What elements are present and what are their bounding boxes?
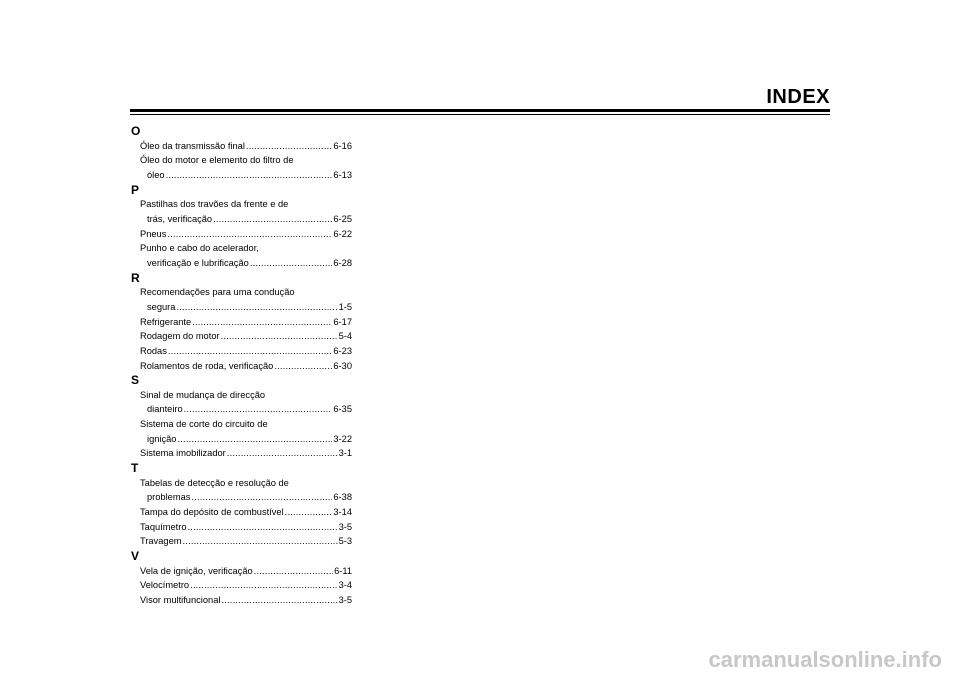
entry-text: Velocímetro [140, 580, 190, 591]
entry-text: Taquímetro [140, 521, 187, 532]
index-entry [131, 446, 352, 461]
entry-text: Sistema de corte do circuito de [140, 419, 268, 430]
index-section [131, 183, 352, 271]
entry-line [140, 388, 352, 403]
page-ref: 3-22 [333, 433, 352, 444]
entry-text: Rolamentos de roda, verificação [140, 360, 274, 371]
entry-text: ignição [147, 433, 177, 444]
leader-dots [190, 578, 337, 593]
leader-dots [221, 593, 337, 608]
index-column [131, 124, 352, 608]
entry-text: Refrigerante [140, 316, 192, 327]
index-entry [131, 139, 352, 154]
index-entry [131, 227, 352, 242]
leader-dots [168, 344, 333, 359]
entry-text: problemas [147, 492, 191, 503]
entry-text: Óleo da transmissão final [140, 140, 245, 151]
entry-text: Pneus [140, 228, 167, 239]
index-entry [131, 315, 352, 330]
leader-dots [227, 446, 338, 461]
entry-line [140, 168, 352, 183]
page-ref: 3-14 [333, 507, 352, 518]
entry-line [140, 505, 352, 520]
entry-text: dianteiro [147, 404, 183, 415]
entry-text: Punho e cabo do acelerador, [140, 243, 259, 254]
index-section [131, 549, 352, 608]
index-entry [131, 534, 352, 549]
page-ref: 3-5 [338, 595, 352, 605]
page-ref: 5-3 [338, 536, 352, 547]
index-entry [131, 344, 352, 359]
entry-text: Recomendações para uma condução [140, 287, 295, 298]
entry-text: Pastilhas dos travões da frente e de [140, 199, 289, 210]
index-entry [131, 476, 352, 505]
index-entry [131, 329, 352, 344]
entry-line [140, 241, 352, 256]
section-letter: O [131, 124, 141, 138]
leader-dots [183, 534, 338, 549]
entry-line [140, 578, 352, 593]
section-letter: S [131, 373, 140, 388]
leader-dots [285, 505, 333, 520]
index-entry [131, 285, 352, 314]
leader-dots [274, 359, 332, 374]
entry-line [140, 212, 352, 227]
header-rule-thin [130, 114, 830, 115]
entry-text: trás, verificação [147, 213, 213, 224]
page-ref: 1-5 [338, 301, 352, 312]
leader-dots [177, 432, 332, 447]
index-entry [131, 578, 352, 593]
page-ref: 6-28 [333, 257, 352, 268]
page-ref: 5-4 [338, 331, 352, 342]
page-ref: 3-5 [338, 521, 352, 532]
leader-dots [184, 402, 333, 417]
index-entry [131, 359, 352, 374]
page-ref: 6-13 [333, 169, 352, 180]
leader-dots [192, 315, 332, 330]
entry-text: óleo [147, 169, 165, 180]
entry-line [140, 476, 352, 491]
leader-dots [221, 329, 338, 344]
leader-dots [188, 520, 338, 535]
leader-dots [213, 212, 332, 227]
entry-line [140, 490, 352, 505]
page-ref: 6-16 [333, 140, 352, 151]
page-title: INDEX [766, 86, 830, 108]
entry-text: Rodas [140, 345, 167, 356]
section-letter: T [131, 461, 139, 476]
index-section [131, 124, 352, 183]
index-section [131, 461, 352, 549]
entry-text: Vela de ignição, verificação [140, 565, 253, 576]
index-entry [131, 593, 352, 608]
leader-dots [167, 227, 332, 242]
leader-dots [254, 564, 333, 579]
page-ref: 3-1 [338, 448, 352, 459]
leader-dots [166, 168, 333, 183]
entry-text: Tabelas de detecção e resolução de [140, 477, 289, 488]
index-section [131, 373, 352, 461]
index-entry [131, 520, 352, 535]
page-ref: 6-17 [333, 316, 352, 327]
section-letter: P [131, 182, 140, 197]
entry-line [140, 520, 352, 535]
index-entry [131, 505, 352, 520]
entry-text: Travagem [140, 536, 182, 547]
leader-dots [176, 300, 337, 315]
entry-line [140, 446, 352, 461]
index-entry [131, 388, 352, 417]
page-ref: 6-35 [333, 404, 352, 415]
page-ref: 6-23 [333, 345, 352, 356]
entry-line [140, 402, 352, 417]
entry-line [140, 417, 352, 432]
section-letter: V [131, 549, 140, 564]
entry-text: Sistema imobilizador [140, 448, 226, 459]
index-section [131, 271, 352, 374]
page-ref: 6-22 [333, 228, 352, 239]
entry-line [140, 359, 352, 374]
section-letter: R [131, 270, 140, 285]
page-ref: 6-30 [333, 360, 352, 371]
index-entry [131, 241, 352, 270]
entry-line [140, 227, 352, 242]
page-ref: 6-38 [333, 492, 352, 503]
leader-dots [246, 139, 332, 154]
index-entry [131, 417, 352, 446]
entry-line [140, 139, 352, 154]
entry-line [140, 344, 352, 359]
page-ref: 3-4 [338, 580, 352, 591]
leader-dots [250, 256, 333, 271]
header-rule-thick [130, 109, 830, 112]
entry-text: Rodagem do motor [140, 331, 220, 342]
entry-text: Óleo do motor e elemento do filtro de [140, 155, 294, 166]
entry-line [140, 315, 352, 330]
entry-line [140, 285, 352, 300]
watermark: carmanualsonline.info [708, 647, 942, 672]
entry-line [140, 564, 352, 579]
entry-line [140, 197, 352, 212]
entry-text: Tampa do depósito de combustível [140, 507, 284, 518]
index-entry [131, 564, 352, 579]
entry-line [140, 256, 352, 271]
leader-dots [191, 490, 332, 505]
entry-line [140, 534, 352, 549]
entry-text: Sinal de mudança de direcção [140, 389, 266, 400]
entry-text: verificação e lubrificação [147, 257, 249, 268]
entry-line [140, 432, 352, 447]
entry-line [140, 153, 352, 168]
entry-line [140, 593, 352, 608]
index-entry [131, 197, 352, 226]
entry-text: segura [147, 301, 176, 312]
page-ref: 6-11 [334, 565, 352, 576]
entry-line [140, 329, 352, 344]
index-entry [131, 153, 352, 182]
page-ref: 6-25 [333, 213, 352, 224]
entry-line [140, 300, 352, 315]
entry-text: Visor multifuncional [140, 595, 221, 605]
